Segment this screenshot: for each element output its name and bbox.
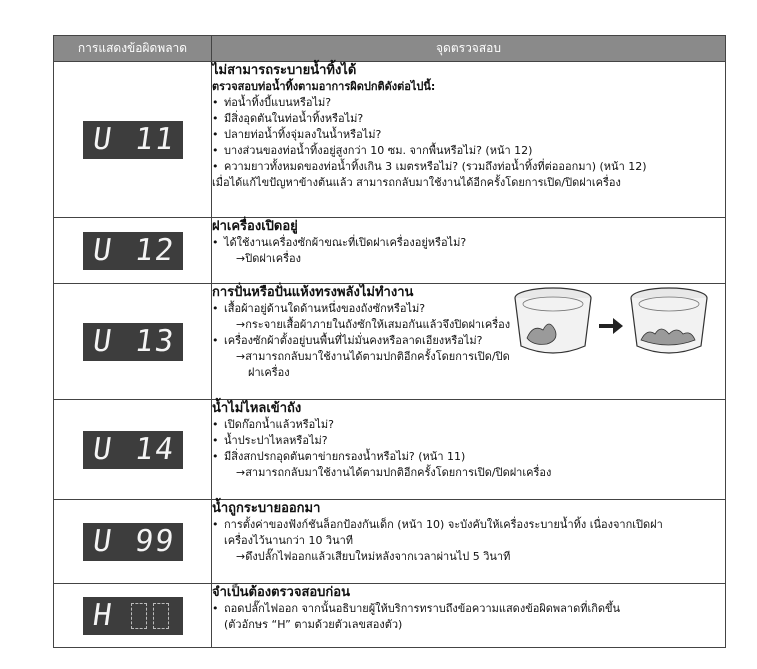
list-item: • เครื่องซักผ้าตั้งอยู่บนพื้นที่ไม่มั่นคงหรือลาดเอียงหรือไม่? xyxy=(212,333,725,349)
table-row xyxy=(54,584,726,648)
list-item: • บางส่วนของท่อน้ำทิ้งอยู่สูงกว่า 10 ซม. จากพื้นหรือไม่? (หน้า 12) xyxy=(212,143,725,159)
list-item: • น้ำประปาไหลหรือไม่? xyxy=(212,433,725,449)
arrow-note: → ดึงปลั๊กไฟออกแล้วเสียบใหม่หลังจากเวลาผ่านไป 5 วินาที xyxy=(212,549,725,565)
table-row xyxy=(54,218,726,284)
lcd-digits: 13 xyxy=(132,323,178,359)
arrow-note: → สามารถกลับมาใช้งานได้ตามปกติอีกครั้งโดยการเปิด/ปิดฝาเครื่อง xyxy=(212,465,725,481)
lcd-display-u99 xyxy=(83,523,183,561)
row-title: น้ำถูกระบายออกมา xyxy=(212,501,321,516)
list-item-cont: เครื่องไว้นานกว่า 10 วินาที xyxy=(224,534,354,547)
lcd-display-u14 xyxy=(83,431,183,469)
lcd-display-u11 xyxy=(83,121,183,159)
error-code-cell xyxy=(54,218,212,284)
lcd-letter: U xyxy=(90,232,116,268)
tub-after-icon xyxy=(631,288,707,353)
row-title: น้ำไม่ไหลเข้าถัง xyxy=(212,401,302,416)
list-item: • ได้ใช้งานเครื่องซักผ้าขณะที่เปิดฝาเครื่องอยู่หรือไม่? xyxy=(212,235,725,251)
arrow-note-cont: ฝาเครื่อง xyxy=(248,366,290,379)
table-row xyxy=(54,400,726,500)
list-item: • การตั้งค่าของฟังก์ชันล็อกป้องกันเด็ก (หน้า 10) จะบังคับให้เครื่องระบายน้ำทิ้ง เนื่องจากเปิดฝา xyxy=(212,517,725,533)
lcd-letter: U xyxy=(90,523,116,559)
lcd-letter: U xyxy=(90,121,116,157)
arrow-note: → ปิดฝาเครื่อง xyxy=(212,251,725,267)
lcd-digits: 99 xyxy=(132,523,178,559)
lcd-display-u12 xyxy=(83,232,183,270)
table-row xyxy=(54,500,726,584)
check-cell xyxy=(212,584,726,648)
row-title: ฝาเครื่องเปิดอยู่ xyxy=(212,219,298,234)
header-check-points: จุดตรวจสอบ xyxy=(212,36,726,62)
list-item: • เปิดก๊อกน้ำแล้วหรือไม่? xyxy=(212,417,725,433)
list-item: • มีสิ่งสกปรกอุดตันตาข่ายกรองน้ำหรือไม่? (หน้า 11) xyxy=(212,449,725,465)
list-item: • เสื้อผ้าอยู่ด้านใดด้านหนึ่งของถังซักหรือไม่? xyxy=(212,301,725,317)
check-cell xyxy=(212,400,726,500)
lcd-letter: H xyxy=(90,597,116,633)
table-row xyxy=(54,62,726,218)
lcd-blank-digit xyxy=(153,603,169,629)
unbalanced-load-illustration xyxy=(513,284,711,360)
error-code-cell xyxy=(54,284,212,400)
header-error-display: การแสดงข้อผิดพลาด xyxy=(54,36,212,62)
error-code-cell xyxy=(54,62,212,218)
lcd-letter: U xyxy=(90,431,116,467)
row-title: ไม่สามารถระบายน้ำทิ้งได้ xyxy=(212,63,357,78)
check-cell xyxy=(212,62,726,218)
list-item-cont: (ตัวอักษร “H” ตามด้วยตัวเลขสองตัว) xyxy=(224,618,403,631)
tub-before-icon xyxy=(515,288,591,353)
list-item: • ถอดปลั๊กไฟออก จากนั้นอธิบายผู้ให้บริการทราบถึงข้อความแสดงข้อผิดพลาดที่เกิดขึ้น xyxy=(212,601,725,617)
arrow-right-icon xyxy=(599,318,623,334)
row-title: จำเป็นต้องตรวจสอบก่อน xyxy=(212,585,350,600)
check-cell xyxy=(212,500,726,584)
list-item: • มีสิ่งอุดตันในท่อน้ำทิ้งหรือไม่? xyxy=(212,111,725,127)
lcd-digits: 11 xyxy=(132,121,178,157)
table-row xyxy=(54,284,726,400)
row-note: เมื่อได้แก้ไขปัญหาข้างต้นแล้ว สามารถกลับมาใช้งานได้อีกครั้งโดยการเปิด/ปิดฝาเครื่อง xyxy=(212,176,621,189)
error-code-cell xyxy=(54,584,212,648)
error-code-cell xyxy=(54,500,212,584)
list-item: • ท่อน้ำทิ้งบี้แบนหรือไม่? xyxy=(212,95,725,111)
row-subtitle: ตรวจสอบท่อน้ำทิ้งตามอาการผิดปกติดังต่อไปนี้: xyxy=(212,80,436,93)
check-cell xyxy=(212,284,726,400)
lcd-digits: 14 xyxy=(132,431,178,467)
lcd-display-h xyxy=(83,597,183,635)
lcd-digits: 12 xyxy=(132,232,178,268)
error-code-table xyxy=(53,35,726,648)
list-item: • ความยาวทั้งหมดของท่อน้ำทิ้งเกิน 3 เมตรหรือไม่? (รวมถึงท่อน้ำทิ้งที่ต่อออกมา) (หน้า 12) xyxy=(212,159,725,175)
arrow-note: → สามารถกลับมาใช้งานได้ตามปกติอีกครั้งโดยการเปิด/ปิด xyxy=(212,349,725,365)
lcd-letter: U xyxy=(90,323,116,359)
lcd-blank-digit xyxy=(131,603,147,629)
error-code-cell xyxy=(54,400,212,500)
lcd-display-u13 xyxy=(83,323,183,361)
table-header-row xyxy=(54,36,726,62)
check-cell xyxy=(212,218,726,284)
row-title: การปั่นหรือปั่นแห้งทรงพลังไม่ทำงาน xyxy=(212,285,414,300)
list-item: • ปลายท่อน้ำทิ้งจุ่มลงในน้ำหรือไม่? xyxy=(212,127,725,143)
arrow-note: → กระจายเสื้อผ้าภายในถังซักให้เสมอกันแล้วจึงปิดฝาเครื่อง xyxy=(212,317,725,333)
